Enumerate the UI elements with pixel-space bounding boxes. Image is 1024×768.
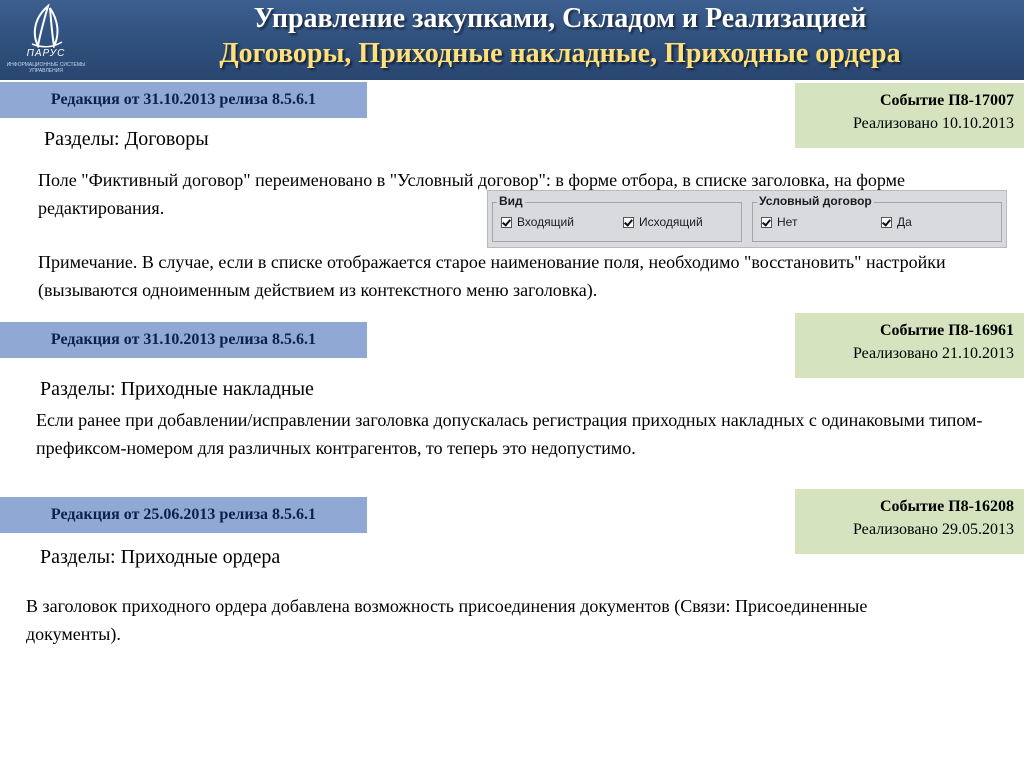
event-box	[795, 83, 1024, 148]
slide-title: Управление закупками, Складом и Реализацией	[253, 3, 867, 34]
checkbox-checked-icon	[623, 217, 634, 228]
checkbox-checked-icon	[881, 217, 892, 228]
edition-label: Редакция от 31.10.2013 релиза 8.5.6.1	[0, 322, 367, 358]
checkbox-label: Исходящий	[639, 215, 703, 229]
section-title: Разделы: Приходные накладные	[40, 378, 314, 400]
section-title: Разделы: Приходные ордера	[40, 546, 281, 568]
logo-name: ПАРУС	[26, 48, 66, 59]
event-date: Реализовано 29.05.2013	[852, 521, 1014, 538]
slide-header	[0, 0, 1024, 80]
checkbox-label: Нет	[777, 215, 798, 229]
filter-form-screenshot	[487, 190, 1007, 248]
checkbox-checked-icon	[761, 217, 772, 228]
parus-sail-icon	[26, 4, 66, 48]
section-text: Если ранее при добавлении/исправлении заголовка допускалась регистрация приходных накладных с одинаковыми типом-префиксом-номером для различных контрагентов, то теперь это недопустимо.	[36, 410, 983, 458]
group-conditional-contract	[752, 194, 1002, 242]
checkbox-yes[interactable]	[881, 215, 912, 229]
logo-tagline: ИНФОРМАЦИОННЫЕ СИСТЕМЫ УПРАВЛЕНИЯ	[6, 62, 86, 74]
edition-label: Редакция от 31.10.2013 релиза 8.5.6.1	[0, 82, 367, 118]
event-id: Событие П8-16208	[880, 498, 1014, 515]
event-box	[795, 313, 1024, 378]
section-text: В заголовок приходного ордера добавлена возможность присоединения документов (Связи: Присоединенные документы).	[26, 596, 868, 644]
checkbox-checked-icon	[501, 217, 512, 228]
group-vid	[492, 194, 742, 242]
parus-logo	[2, 2, 90, 78]
event-id: Событие П8-17007	[880, 92, 1014, 109]
group-label: Вид	[499, 194, 523, 208]
edition-label: Редакция от 25.06.2013 релиза 8.5.6.1	[0, 497, 367, 533]
event-date: Реализовано 10.10.2013	[852, 115, 1014, 132]
checkbox-incoming[interactable]	[501, 215, 574, 229]
group-label: Условный договор	[759, 194, 872, 208]
event-id: Событие П8-16961	[880, 322, 1014, 339]
event-date: Реализовано 21.10.2013	[852, 345, 1014, 362]
section-title: Разделы: Договоры	[44, 128, 209, 150]
checkbox-outgoing[interactable]	[623, 215, 703, 229]
section-text: Поле "Фиктивный договор" переименовано в "Условный договор": в форме отбора, в списке заголовка, на форме редактирования.	[38, 170, 906, 218]
checkbox-label: Да	[897, 215, 912, 229]
checkbox-no[interactable]	[761, 215, 797, 229]
event-box	[795, 489, 1024, 554]
checkbox-label: Входящий	[517, 215, 574, 229]
slide-subtitle: Договоры, Приходные накладные, Приходные ордера	[219, 38, 901, 69]
section-note: Примечание. В случае, если в списке отображается старое наименование поля, необходимо "восстановить" настройки (вызываются одноименным действием из контекстного меню заголовка).	[38, 252, 946, 300]
